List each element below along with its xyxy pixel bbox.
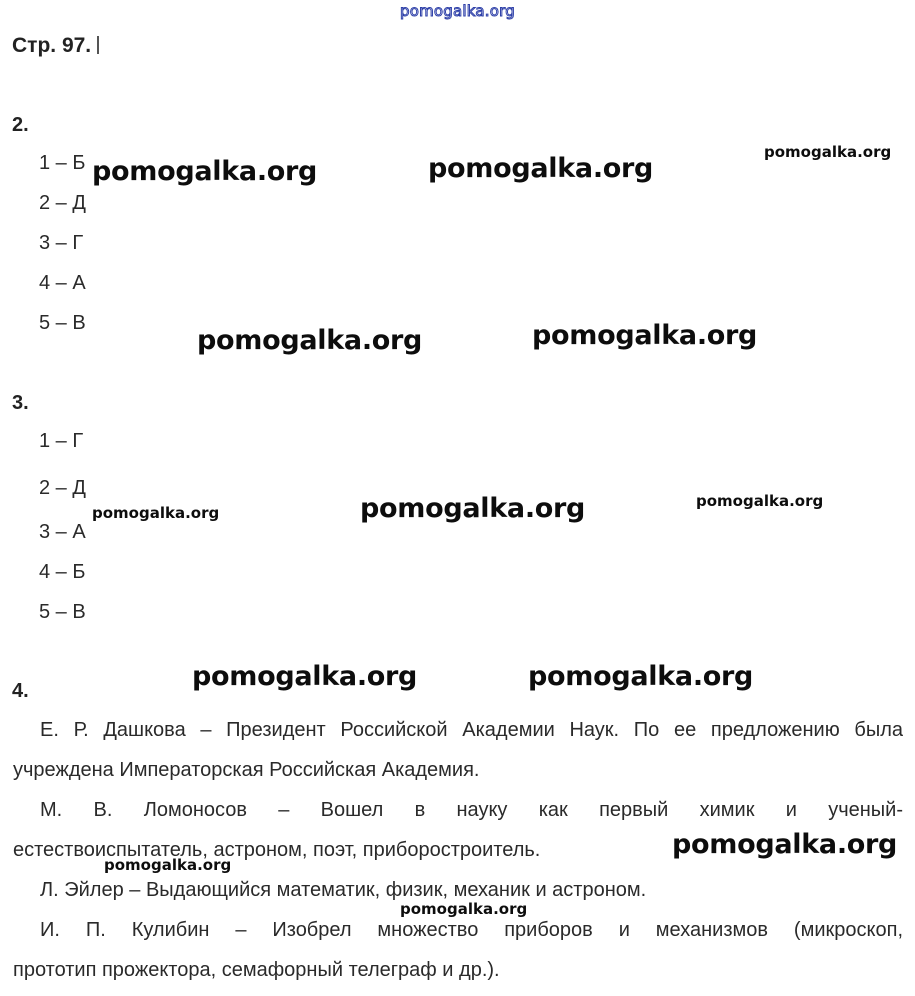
paragraph-lomonosov-line-1: М. В. Ломоносов – Вошел в науку как первый химик и ученый- [40, 799, 903, 821]
section-2-number: 2. [12, 114, 29, 136]
paragraph-dashkova-line-2: учреждена Императорская Российская Академия. [13, 759, 480, 781]
watermark: pomogalka.org [532, 320, 758, 351]
paragraph-kulibin-line-1: И. П. Кулибин – Изобрел множество приборов и механизмов (микроскоп, [40, 919, 903, 941]
section-3-answer-5: 5 – В [39, 601, 86, 623]
watermark: pomogalka.org [192, 661, 418, 692]
watermark: pomogalka.org [400, 900, 528, 918]
paragraph-lomonosov-line-2: естествоиспытатель, астроном, поэт, приборостроитель. [13, 839, 541, 861]
watermark: pomogalka.org [104, 856, 232, 874]
paragraph-dashkova-line-1: Е. Р. Дашкова – Президент Российской Академии Наук. По ее предложению была [40, 719, 903, 741]
section-3-answer-1: 1 – Г [39, 430, 84, 452]
watermark: pomogalka.org [528, 661, 754, 692]
section-2-answer-4: 4 – А [39, 272, 86, 294]
watermark: pomogalka.org [696, 492, 824, 510]
section-2-answer-1: 1 – Б [39, 152, 86, 174]
paragraph-kulibin-line-2: прототип прожектора, семафорный телеграф и др.). [13, 959, 500, 981]
paragraph-euler: Л. Эйлер – Выдающийся математик, физик, механик и астроном. [40, 879, 647, 901]
cursor-mark [97, 36, 99, 54]
watermark: pomogalka.org [360, 493, 586, 524]
section-3-answer-3: 3 – А [39, 521, 86, 543]
page-title [12, 34, 99, 58]
watermark: pomogalka.org [672, 829, 898, 860]
section-3-answer-2: 2 – Д [39, 477, 86, 499]
watermark: pomogalka.org [92, 504, 220, 522]
watermark: pomogalka.org [428, 153, 654, 184]
header-watermark: pomogalka.org [400, 2, 515, 20]
section-3-number: 3. [12, 392, 29, 414]
section-2-answer-3: 3 – Г [39, 232, 84, 254]
watermark: pomogalka.org [92, 156, 318, 187]
section-3-answer-4: 4 – Б [39, 561, 86, 583]
page-title-text: Стр. 97. [12, 34, 92, 57]
section-4-number: 4. [12, 680, 29, 702]
watermark: pomogalka.org [764, 143, 892, 161]
watermark: pomogalka.org [197, 325, 423, 356]
section-2-answer-2: 2 – Д [39, 192, 86, 214]
section-2-answer-5: 5 – В [39, 312, 86, 334]
